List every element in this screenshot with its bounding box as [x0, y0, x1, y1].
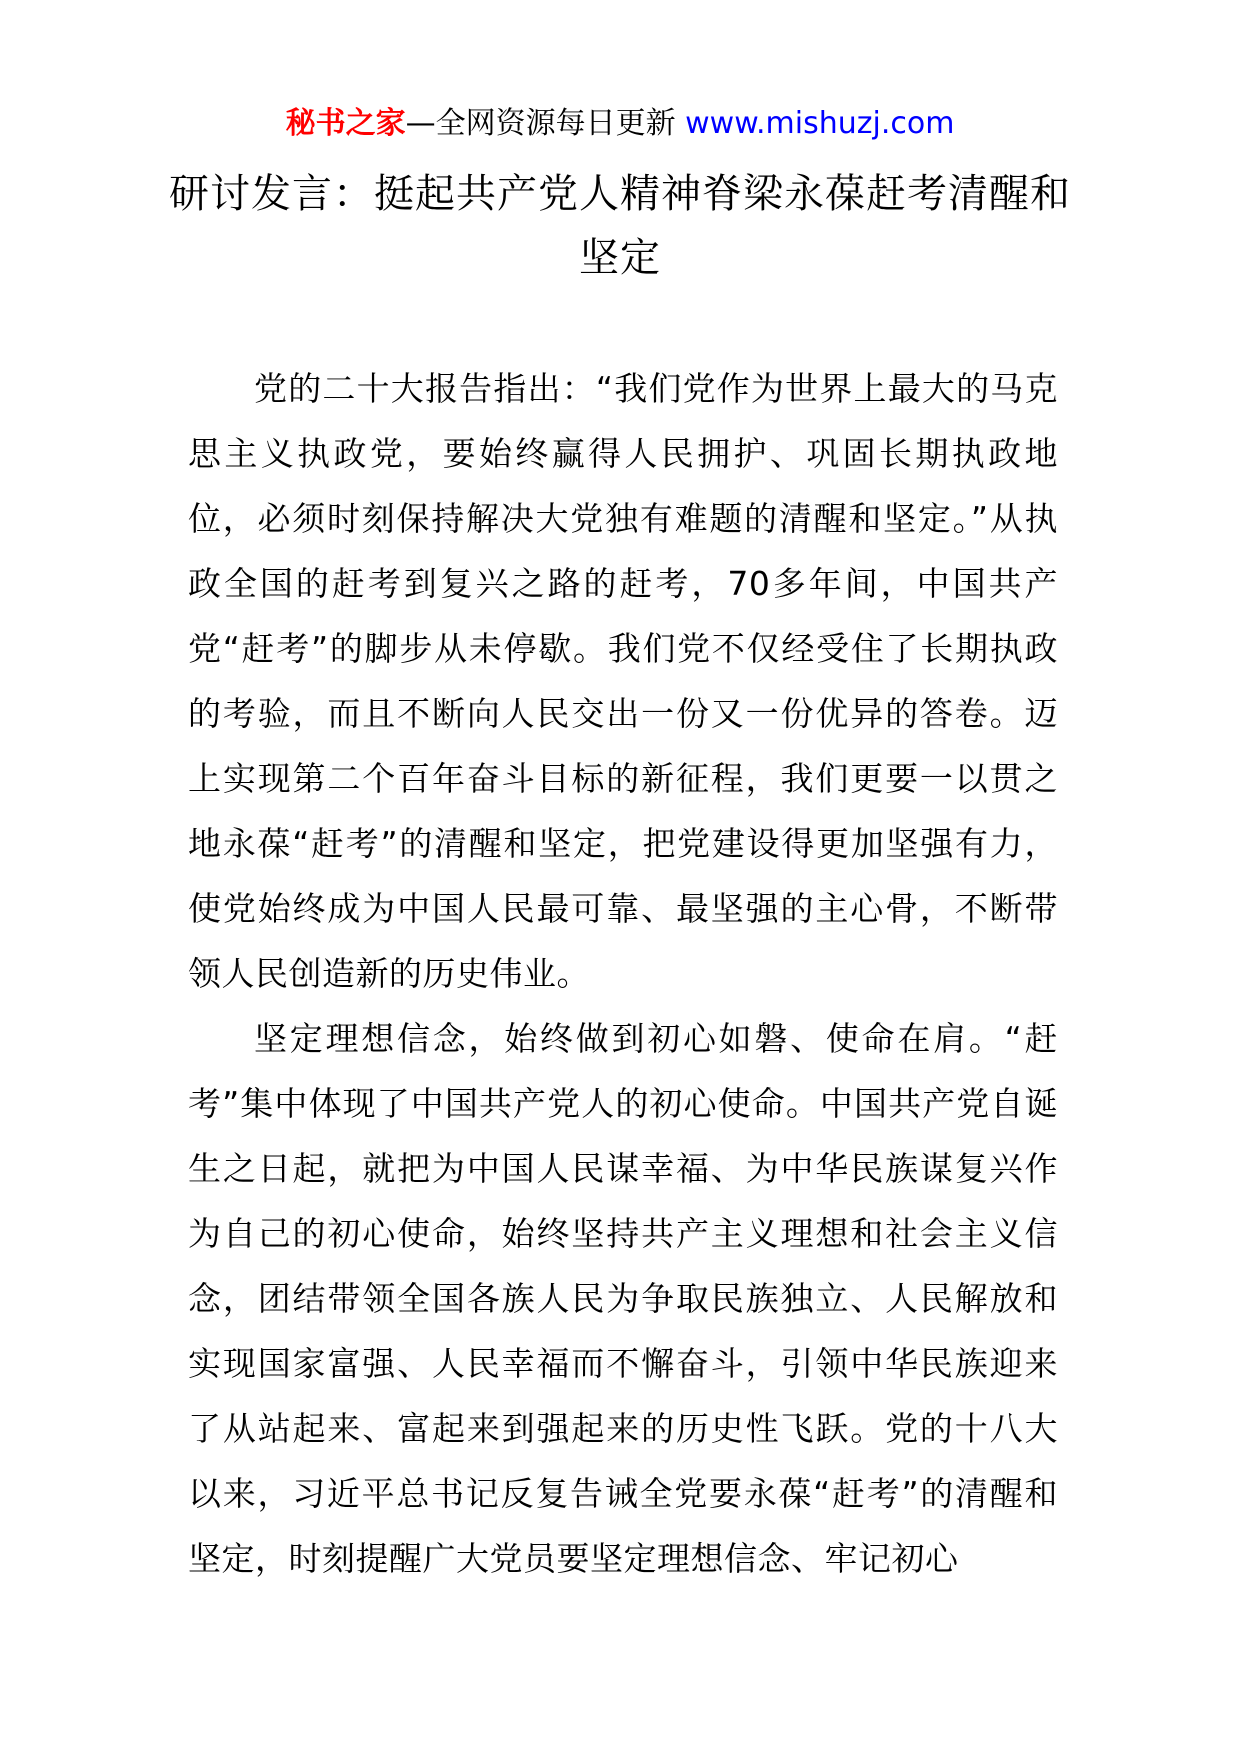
- header-tagline: —全网资源每日更新: [405, 106, 686, 141]
- site-url-link[interactable]: www.mishuzj.com: [685, 106, 955, 141]
- site-header: [0, 102, 1240, 146]
- document-title: 研讨发言：挺起共产党人精神脊梁永葆赶考清醒和坚定: [169, 171, 1071, 281]
- brand-name: 秘书之家: [285, 106, 406, 141]
- body-paragraph: 坚定理想信念，始终做到初心如磐、使命在肩。“赶考”集中体现了中国共产党人的初心使命。中国共产党自诞生之日起，就把为中国人民谋幸福、为中华民族谋复兴作为自己的初心使命，始终坚持共产主义理想和社会主义信念，团结带领全国各族人民为争取民族独立、人民解放和实现国家富强、人民幸福而不懈奋斗，引领中华民族迎来了从站起来、富起来到强起来的历史性飞跃。党的十八大以来，习近平总书记反复告诫全党要永葆“赶考”的清醒和坚定，时刻提醒广大党员要坚定理想信念、牢记初心: [188, 1019, 1058, 1578]
- body-paragraph: 党的二十大报告指出：“我们党作为世界上最大的马克思主义执政党，要始终赢得人民拥护、巩固长期执政地位，必须时刻保持解决大党独有难题的清醒和坚定。”从执政全国的赶考到复兴之路的赶考，70多年间，中国共产党“赶考”的脚步从未停歇。我们党不仅经受住了长期执政的考验，而且不断向人民交出一份又一份优异的答卷。迈上实现第二个百年奋斗目标的新征程，我们更要一以贯之地永葆“赶考”的清醒和坚定，把党建设得更加坚强有力，使党始终成为中国人民最可靠、最坚强的主心骨，不断带领人民创造新的历史伟业。: [188, 369, 1058, 993]
- document-body: [188, 356, 1058, 1591]
